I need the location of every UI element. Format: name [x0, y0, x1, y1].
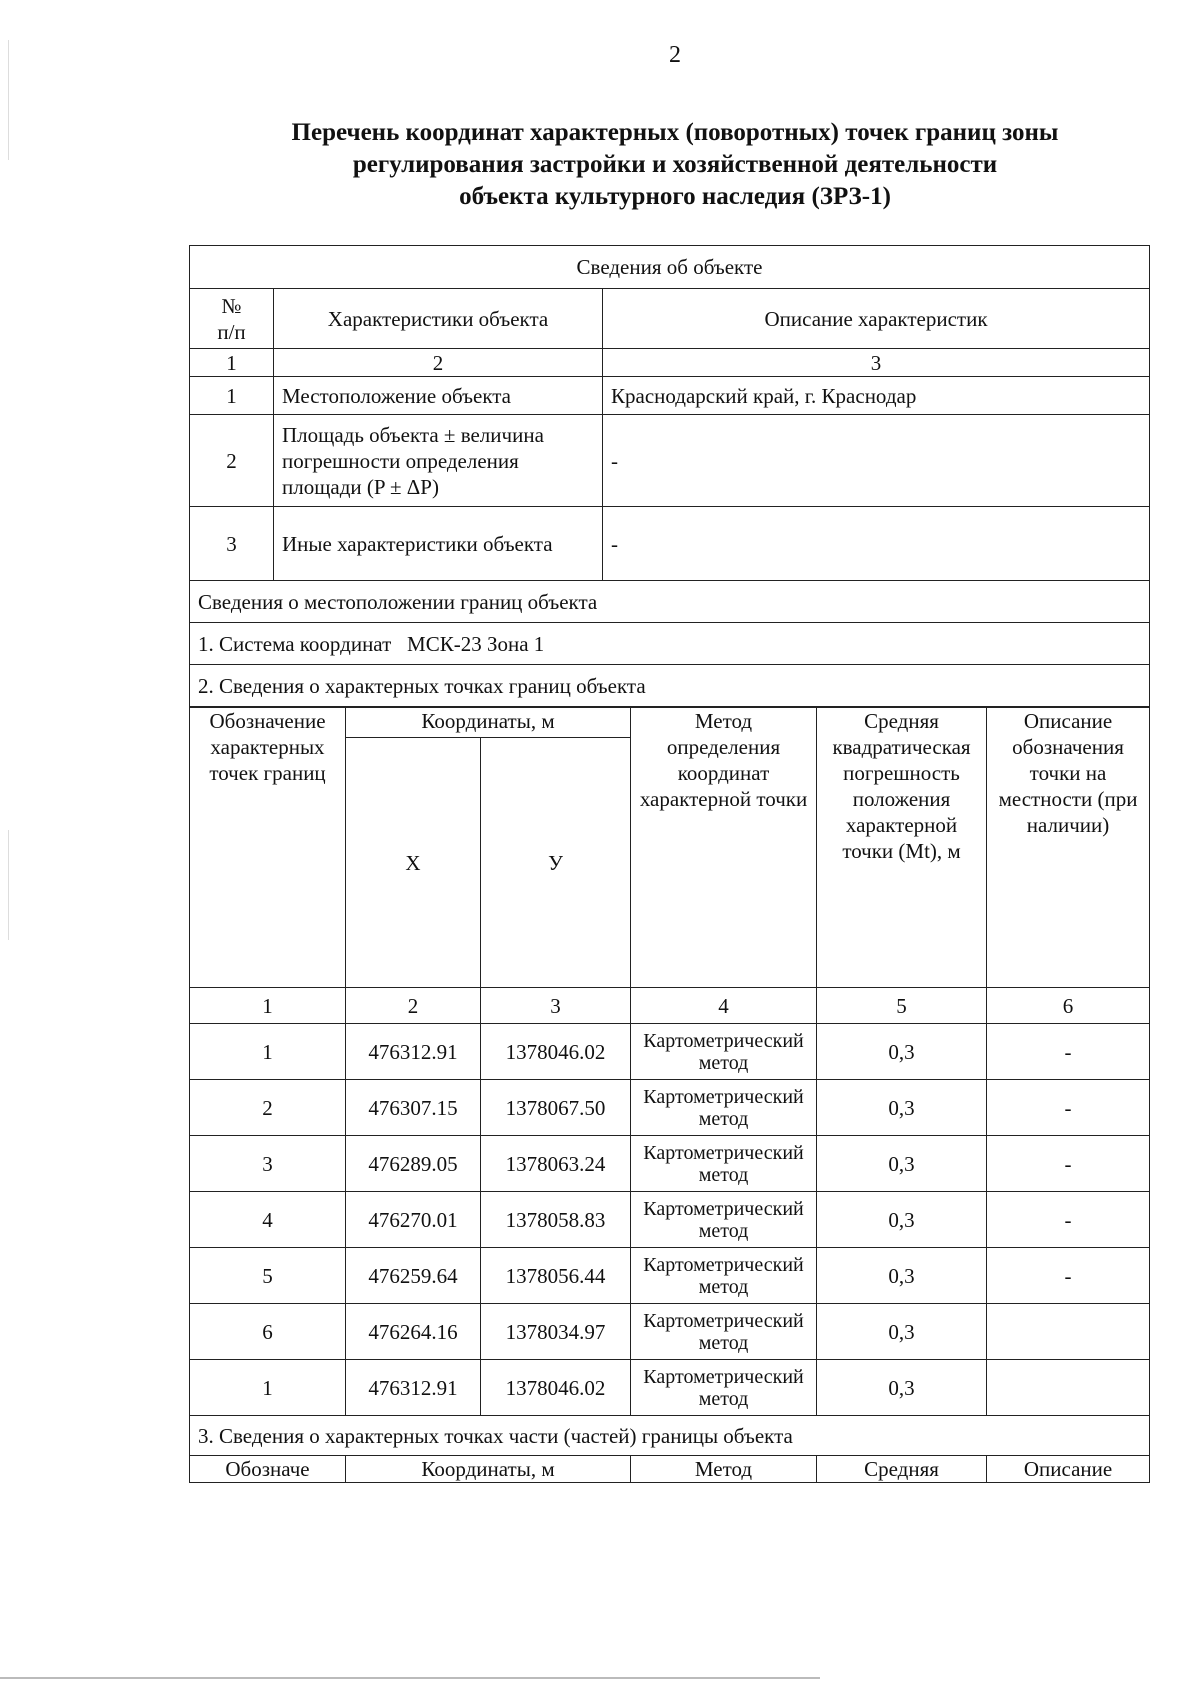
point-method: Картометрический метод — [631, 1192, 817, 1248]
parts-col-header: Описание — [987, 1456, 1150, 1483]
table-row — [190, 1360, 1150, 1416]
location-section-header: Сведения о местоположении границ объекта — [190, 581, 1150, 623]
point-error: 0,3 — [817, 1136, 987, 1192]
point-y: 1378046.02 — [481, 1360, 631, 1416]
index-cell: 1 — [190, 988, 346, 1024]
point-x: 476307.15 — [346, 1080, 481, 1136]
point-error: 0,3 — [817, 1024, 987, 1080]
title-line: объекта культурного наследия (ЗРЗ-1) — [459, 183, 891, 210]
point-y: 1378058.83 — [481, 1192, 631, 1248]
point-note — [987, 1360, 1150, 1416]
point-method: Картометрический метод — [631, 1080, 817, 1136]
point-y: 1378067.50 — [481, 1080, 631, 1136]
point-y: 1378034.97 — [481, 1304, 631, 1360]
point-method: Картометрический метод — [631, 1024, 817, 1080]
index-cell: 1 — [190, 349, 274, 377]
point-error: 0,3 — [817, 1080, 987, 1136]
row-num: 3 — [190, 507, 274, 581]
table-row — [190, 1136, 1150, 1192]
col-header-method: Метод определения координат характерной точки — [631, 708, 817, 988]
point-x: 476312.91 — [346, 1360, 481, 1416]
point-note: - — [987, 1248, 1150, 1304]
index-cell: 3 — [481, 988, 631, 1024]
row-num: 2 — [190, 415, 274, 507]
document-title — [150, 117, 1200, 213]
point-error: 0,3 — [817, 1360, 987, 1416]
table-row — [190, 507, 1150, 581]
point-error: 0,3 — [817, 1248, 987, 1304]
parts-col-header: Координаты, м — [346, 1456, 631, 1483]
row-description: - — [603, 507, 1150, 581]
point-method: Картометрический метод — [631, 1304, 817, 1360]
point-id: 2 — [190, 1080, 346, 1136]
point-x: 476289.05 — [346, 1136, 481, 1192]
parts-col-header: Метод — [631, 1456, 817, 1483]
coord-system-row — [190, 623, 1150, 665]
point-y: 1378046.02 — [481, 1024, 631, 1080]
index-cell: 4 — [631, 988, 817, 1024]
point-id: 1 — [190, 1360, 346, 1416]
title-line: Перечень координат характерных (поворотных) точек границ зоны — [291, 119, 1059, 146]
point-error: 0,3 — [817, 1192, 987, 1248]
point-y: 1378063.24 — [481, 1136, 631, 1192]
parts-section-header: 3. Сведения о характерных точках части (частей) границы объекта — [190, 1416, 1150, 1456]
title-line: регулирования застройки и хозяйственной деятельности — [352, 151, 998, 178]
row-description: Краснодарский край, г. Краснодар — [603, 377, 1150, 415]
index-cell: 6 — [987, 988, 1150, 1024]
col-header-num — [190, 289, 274, 349]
boundary-points-table — [189, 707, 1150, 1483]
col-header-point-name: Обозначение характерных точек границ — [190, 708, 346, 988]
point-method: Картометрический метод — [631, 1248, 817, 1304]
point-x: 476264.16 — [346, 1304, 481, 1360]
table-row — [190, 1192, 1150, 1248]
col-header-num-line2: п/п — [217, 319, 246, 344]
index-cell: 2 — [274, 349, 603, 377]
object-info-table — [189, 245, 1150, 707]
point-x: 476270.01 — [346, 1192, 481, 1248]
col-header-x: X — [346, 738, 481, 988]
row-characteristic: Местоположение объекта — [274, 377, 603, 415]
point-x: 476312.91 — [346, 1024, 481, 1080]
page-number: 2 — [669, 42, 681, 68]
table-row — [190, 377, 1150, 415]
col-header-y: У — [481, 738, 631, 988]
row-characteristic: Иные характеристики объекта — [274, 507, 603, 581]
point-x: 476259.64 — [346, 1248, 481, 1304]
index-cell: 5 — [817, 988, 987, 1024]
points-section-header: 2. Сведения о характерных точках границ объекта — [190, 665, 1150, 707]
point-error: 0,3 — [817, 1304, 987, 1360]
point-method: Картометрический метод — [631, 1360, 817, 1416]
table-row — [190, 415, 1150, 507]
table-row — [190, 1304, 1150, 1360]
coord-system-label: 1. Система координат — [198, 631, 392, 656]
point-id: 6 — [190, 1304, 346, 1360]
coord-system-value: МСК-23 Зона 1 — [407, 631, 545, 656]
row-num: 1 — [190, 377, 274, 415]
point-note: - — [987, 1192, 1150, 1248]
index-cell: 3 — [603, 349, 1150, 377]
col-header-note: Описание обозначения точки на местности (при наличии) — [987, 708, 1150, 988]
table-row — [190, 1024, 1150, 1080]
row-description: - — [603, 415, 1150, 507]
col-header-error: Средняя квадратическая погрешность положения характерной точки (Mt), м — [817, 708, 987, 988]
point-note — [987, 1304, 1150, 1360]
point-method: Картометрический метод — [631, 1136, 817, 1192]
scan-artifact-line — [0, 1677, 820, 1679]
point-note: - — [987, 1024, 1150, 1080]
col-header-description: Описание характеристик — [603, 289, 1150, 349]
point-note: - — [987, 1136, 1150, 1192]
point-id: 1 — [190, 1024, 346, 1080]
table-row — [190, 1080, 1150, 1136]
scan-margin-mark — [8, 830, 9, 940]
parts-col-header: Обозначе — [190, 1456, 346, 1483]
point-id: 3 — [190, 1136, 346, 1192]
table-row — [190, 1248, 1150, 1304]
point-y: 1378056.44 — [481, 1248, 631, 1304]
row-characteristic: Площадь объекта ± величина погрешности определения площади (P ± ΔP) — [274, 415, 603, 507]
parts-col-header: Средняя — [817, 1456, 987, 1483]
point-note: - — [987, 1080, 1150, 1136]
col-header-coords: Координаты, м — [346, 708, 631, 738]
col-header-num-line1: № — [221, 293, 242, 318]
col-header-characteristics: Характеристики объекта — [274, 289, 603, 349]
point-id: 5 — [190, 1248, 346, 1304]
index-cell: 2 — [346, 988, 481, 1024]
object-info-header: Сведения об объекте — [190, 246, 1150, 289]
point-id: 4 — [190, 1192, 346, 1248]
